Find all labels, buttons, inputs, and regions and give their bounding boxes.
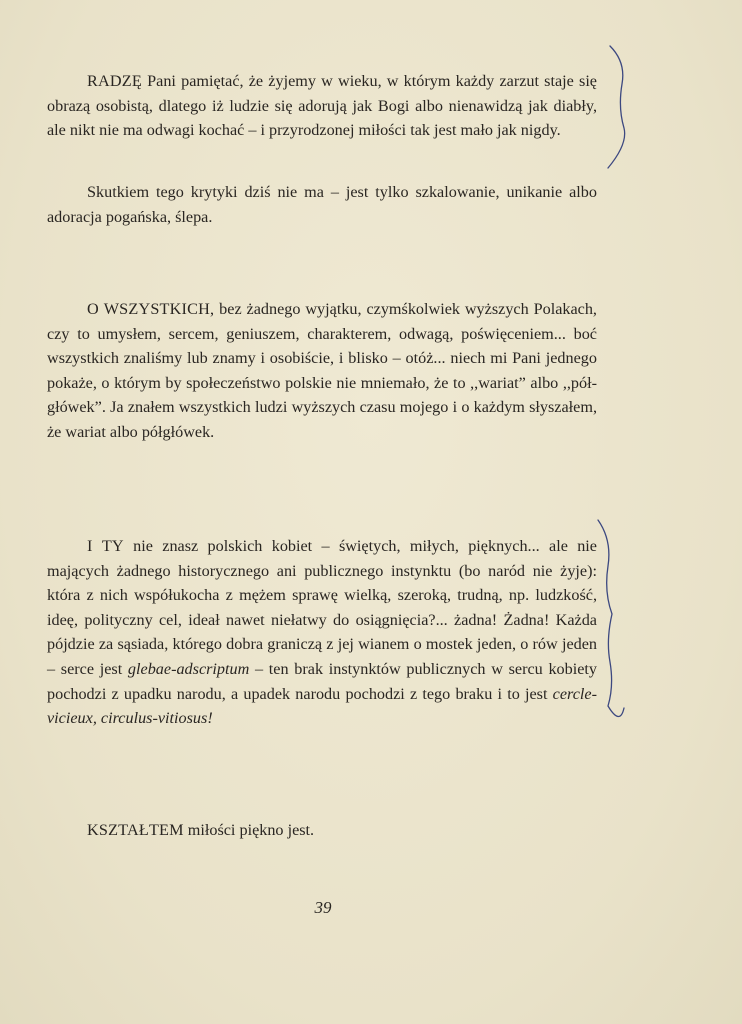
paragraph-text: Skutkiem tego krytyki dziś nie ma – jest tylko szkalowanie, unikanie albo adoracja pogańska, ślepa.	[47, 183, 597, 226]
paragraph-i-ty	[47, 534, 597, 731]
paragraph-lead: KSZTAŁTEM	[87, 821, 184, 839]
paragraph-text: bez żadnego wyjątku, czymśkolwiek wyższych Polakach, czy to umysłem, sercem, geniuszem, charakterem, odwagą, poświęceniem... boć wszystkich znaliśmy lub znamy i osobiście, i blisko – otóż... niech mi Pani jednego pokaże, o którym by społeczeństwo polskie nie mniemało, że to ,,wariat” albo ,,pół-główek”. Ja znałem wszystkich ludzi wyższych czasu mojego i o każdym słyszałem, że wariat albo półgłówek.	[47, 300, 597, 441]
paragraph-lead: I TY	[87, 537, 124, 555]
paragraph-text: nie znasz polskich kobiet – świętych, miłych, pięknych... ale nie mających żadnego historycznego ani publicznego instynktu (bo naród nie żyje): która z nich współukocha z mężem sprawę wielką, szeroką, trudną, np. ludzkość, ideę, polityczny cel, ideał nawet niełatwy do osiągnięcia?... żadna! Żadna! Każda pójdzie za sąsiada, którego dobra graniczą z jej wianem o mostek jeden, o rów jeden – serce jest	[47, 537, 597, 678]
paragraph-italic-closing: cercle-vicieux, circulus-vitiosus!	[47, 684, 597, 728]
paragraph-italic: glebae-adscriptum	[127, 659, 250, 678]
paragraph-o-wszystkich	[47, 297, 597, 445]
margin-bracket-top	[608, 46, 625, 168]
paragraph-text: Pani pamiętać, że żyjemy w wieku, w którym każdy zarzut staje się obrazą osobistą, dlatego iż ludzie się adorują jak Bogi albo nienawidzą jak diabły, ale nikt nie ma odwagi kochać – i przyrodzonej miłości tak jest mało jak nigdy.	[47, 72, 597, 140]
paragraph-radze	[47, 69, 597, 143]
page-number: 39	[314, 898, 332, 917]
paragraph-text: miłości piękno jest.	[183, 821, 315, 839]
paragraph-skutkiem	[47, 180, 597, 229]
margin-bracket-bottom	[598, 520, 624, 717]
paragraph-lead: RADZĘ	[87, 72, 142, 90]
paragraph-lead: O WSZYSTKICH,	[87, 300, 215, 318]
paragraph-ksztaltem	[47, 818, 597, 843]
paragraph-text-continued: – ten brak instynktów publicznych w sercu kobiety pochodzi z upadku narodu, a upadek narodu pochodzi z tego braku i to jest	[47, 659, 597, 703]
